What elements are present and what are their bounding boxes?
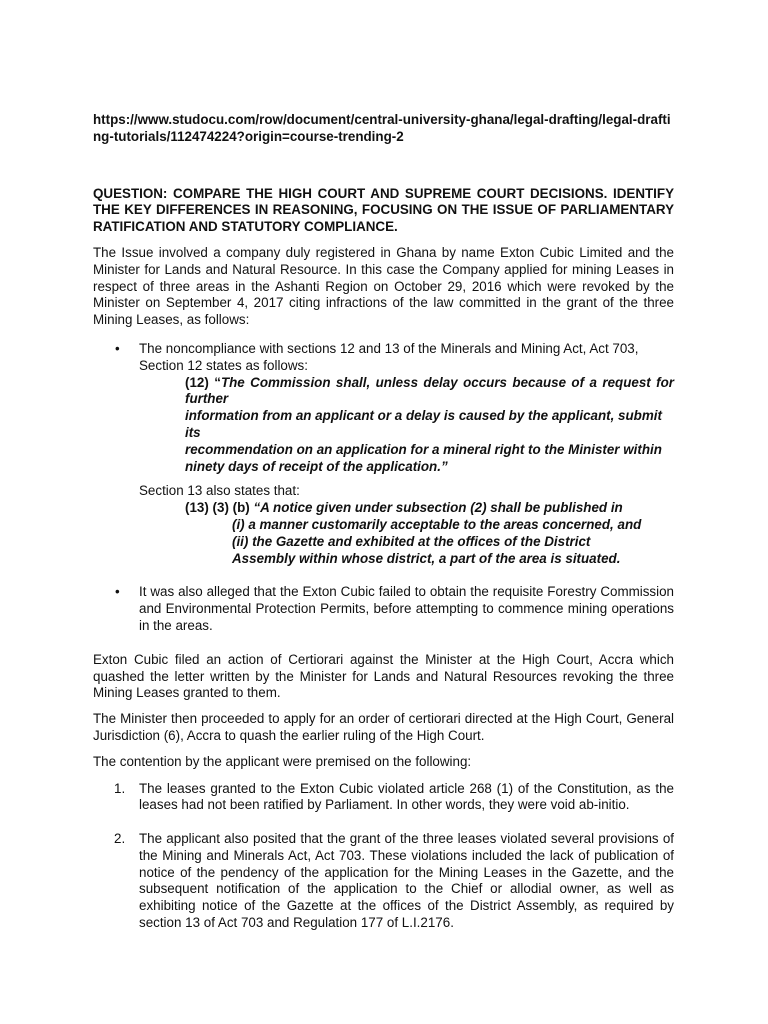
bullet-item-noncompliance xyxy=(93,341,674,567)
section-13-sub-i: (i) a manner customarily acceptable to the areas concerned, and xyxy=(232,516,642,532)
list-item-text: The leases granted to the Exton Cubic violated article 268 (1) of the Constitution, as the leases had not been ratified by Parliament. In other words, they were void ab-initio. xyxy=(139,780,674,813)
source-url[interactable]: https://www.studocu.com/row/document/central-university-ghana/legal-drafting/legal-drafting-tutorials/112474224?origin=course-trending-2 xyxy=(93,112,671,144)
section-12-line-4: ninety days of receipt of the application.” xyxy=(185,458,448,474)
section-13-intro: Section 13 also states that: xyxy=(139,483,300,499)
list-number: 2. xyxy=(114,831,126,847)
section-13-line-1: “A notice given under subsection (2) shall be published in xyxy=(253,500,623,516)
section-13-sub-ii: (ii) the Gazette and exhibited at the offices of the District xyxy=(232,533,591,549)
bullet-icon: • xyxy=(115,584,120,600)
section-12-quote xyxy=(93,375,674,476)
contention-paragraph: The contention by the applicant were premised on the following: xyxy=(93,753,472,769)
certiorari-paragraph: Exton Cubic filed an action of Certiorari against the Minister at the High Court, Accra which quashed the letter written by the Minister for Lands and Natural Resources revoking the three Mining Leases granted to them. xyxy=(93,651,674,701)
list-item-text: The applicant also posited that the grant of the three leases violated several provisions of the Mining and Minerals Act, Act 703. These violations included the lack of publication of notice of the pendency of the application for the Mining Leases in the Gazette, and the subsequent notification of the application to the Chief or allodial owner, as well as exhibiting notice of the Gazette at the offices of the District Assembly, as required by section 13 of Act 703 and Regulation 177 of L.I.2176. xyxy=(139,831,674,931)
document-page xyxy=(93,112,674,932)
section-12-label: (12) “ xyxy=(185,374,221,390)
question-heading: QUESTION: COMPARE THE HIGH COURT AND SUPREME COURT DECISIONS. IDENTIFY THE KEY DIFFERENCES IN REASONING, FOCUSING ON THE ISSUE OF PARLIAMENTARY RATIFICATION AND STATUTORY COMPLIANCE. xyxy=(93,185,674,235)
bullet-item-permits xyxy=(93,584,674,634)
bullet-icon: • xyxy=(115,340,120,356)
section-13-label: (13) (3) (b) xyxy=(185,500,254,516)
list-number: 1. xyxy=(114,780,126,796)
section-13-subitems xyxy=(93,517,674,567)
intro-paragraph: The Issue involved a company duly registered in Ghana by name Exton Cubic Limited and the Minister for Lands and Natural Resource. In this case the Company applied for mining Leases in respect of three areas in the Ashanti Region on October 29, 2016 which were revoked by the Minister on September 4, 2017 citing infractions of the law committed in the grant of the three Mining Leases, as follows: xyxy=(93,244,674,328)
minister-paragraph: The Minister then proceeded to apply for an order of certiorari directed at the High Court, General Jurisdiction (6), Accra to quash the earlier ruling of the High Court. xyxy=(93,711,674,743)
section-12-intro: Section 12 states as follows: xyxy=(139,357,308,373)
numbered-item-1 xyxy=(93,781,674,815)
bullet-text: It was also alleged that the Exton Cubic failed to obtain the requisite Forestry Commission and Environmental Protection Permits, before attempting to commence mining operations in the areas. xyxy=(139,584,674,633)
section-13-sub-ii-cont: Assembly within whose district, a part of the area is situated. xyxy=(232,550,621,566)
numbered-item-2 xyxy=(93,831,674,932)
section-12-line-3: recommendation on an application for a mineral right to the Minister within xyxy=(185,441,662,457)
bullet-text: The noncompliance with sections 12 and 13 of the Minerals and Mining Act, Act 703, xyxy=(139,340,639,356)
section-12-line-1: The Commission shall, unless delay occurs because of a request for further xyxy=(185,374,674,407)
section-12-line-2: information from an applicant or a delay is caused by the applicant, submit its xyxy=(185,408,662,440)
section-13-quote xyxy=(93,500,674,517)
